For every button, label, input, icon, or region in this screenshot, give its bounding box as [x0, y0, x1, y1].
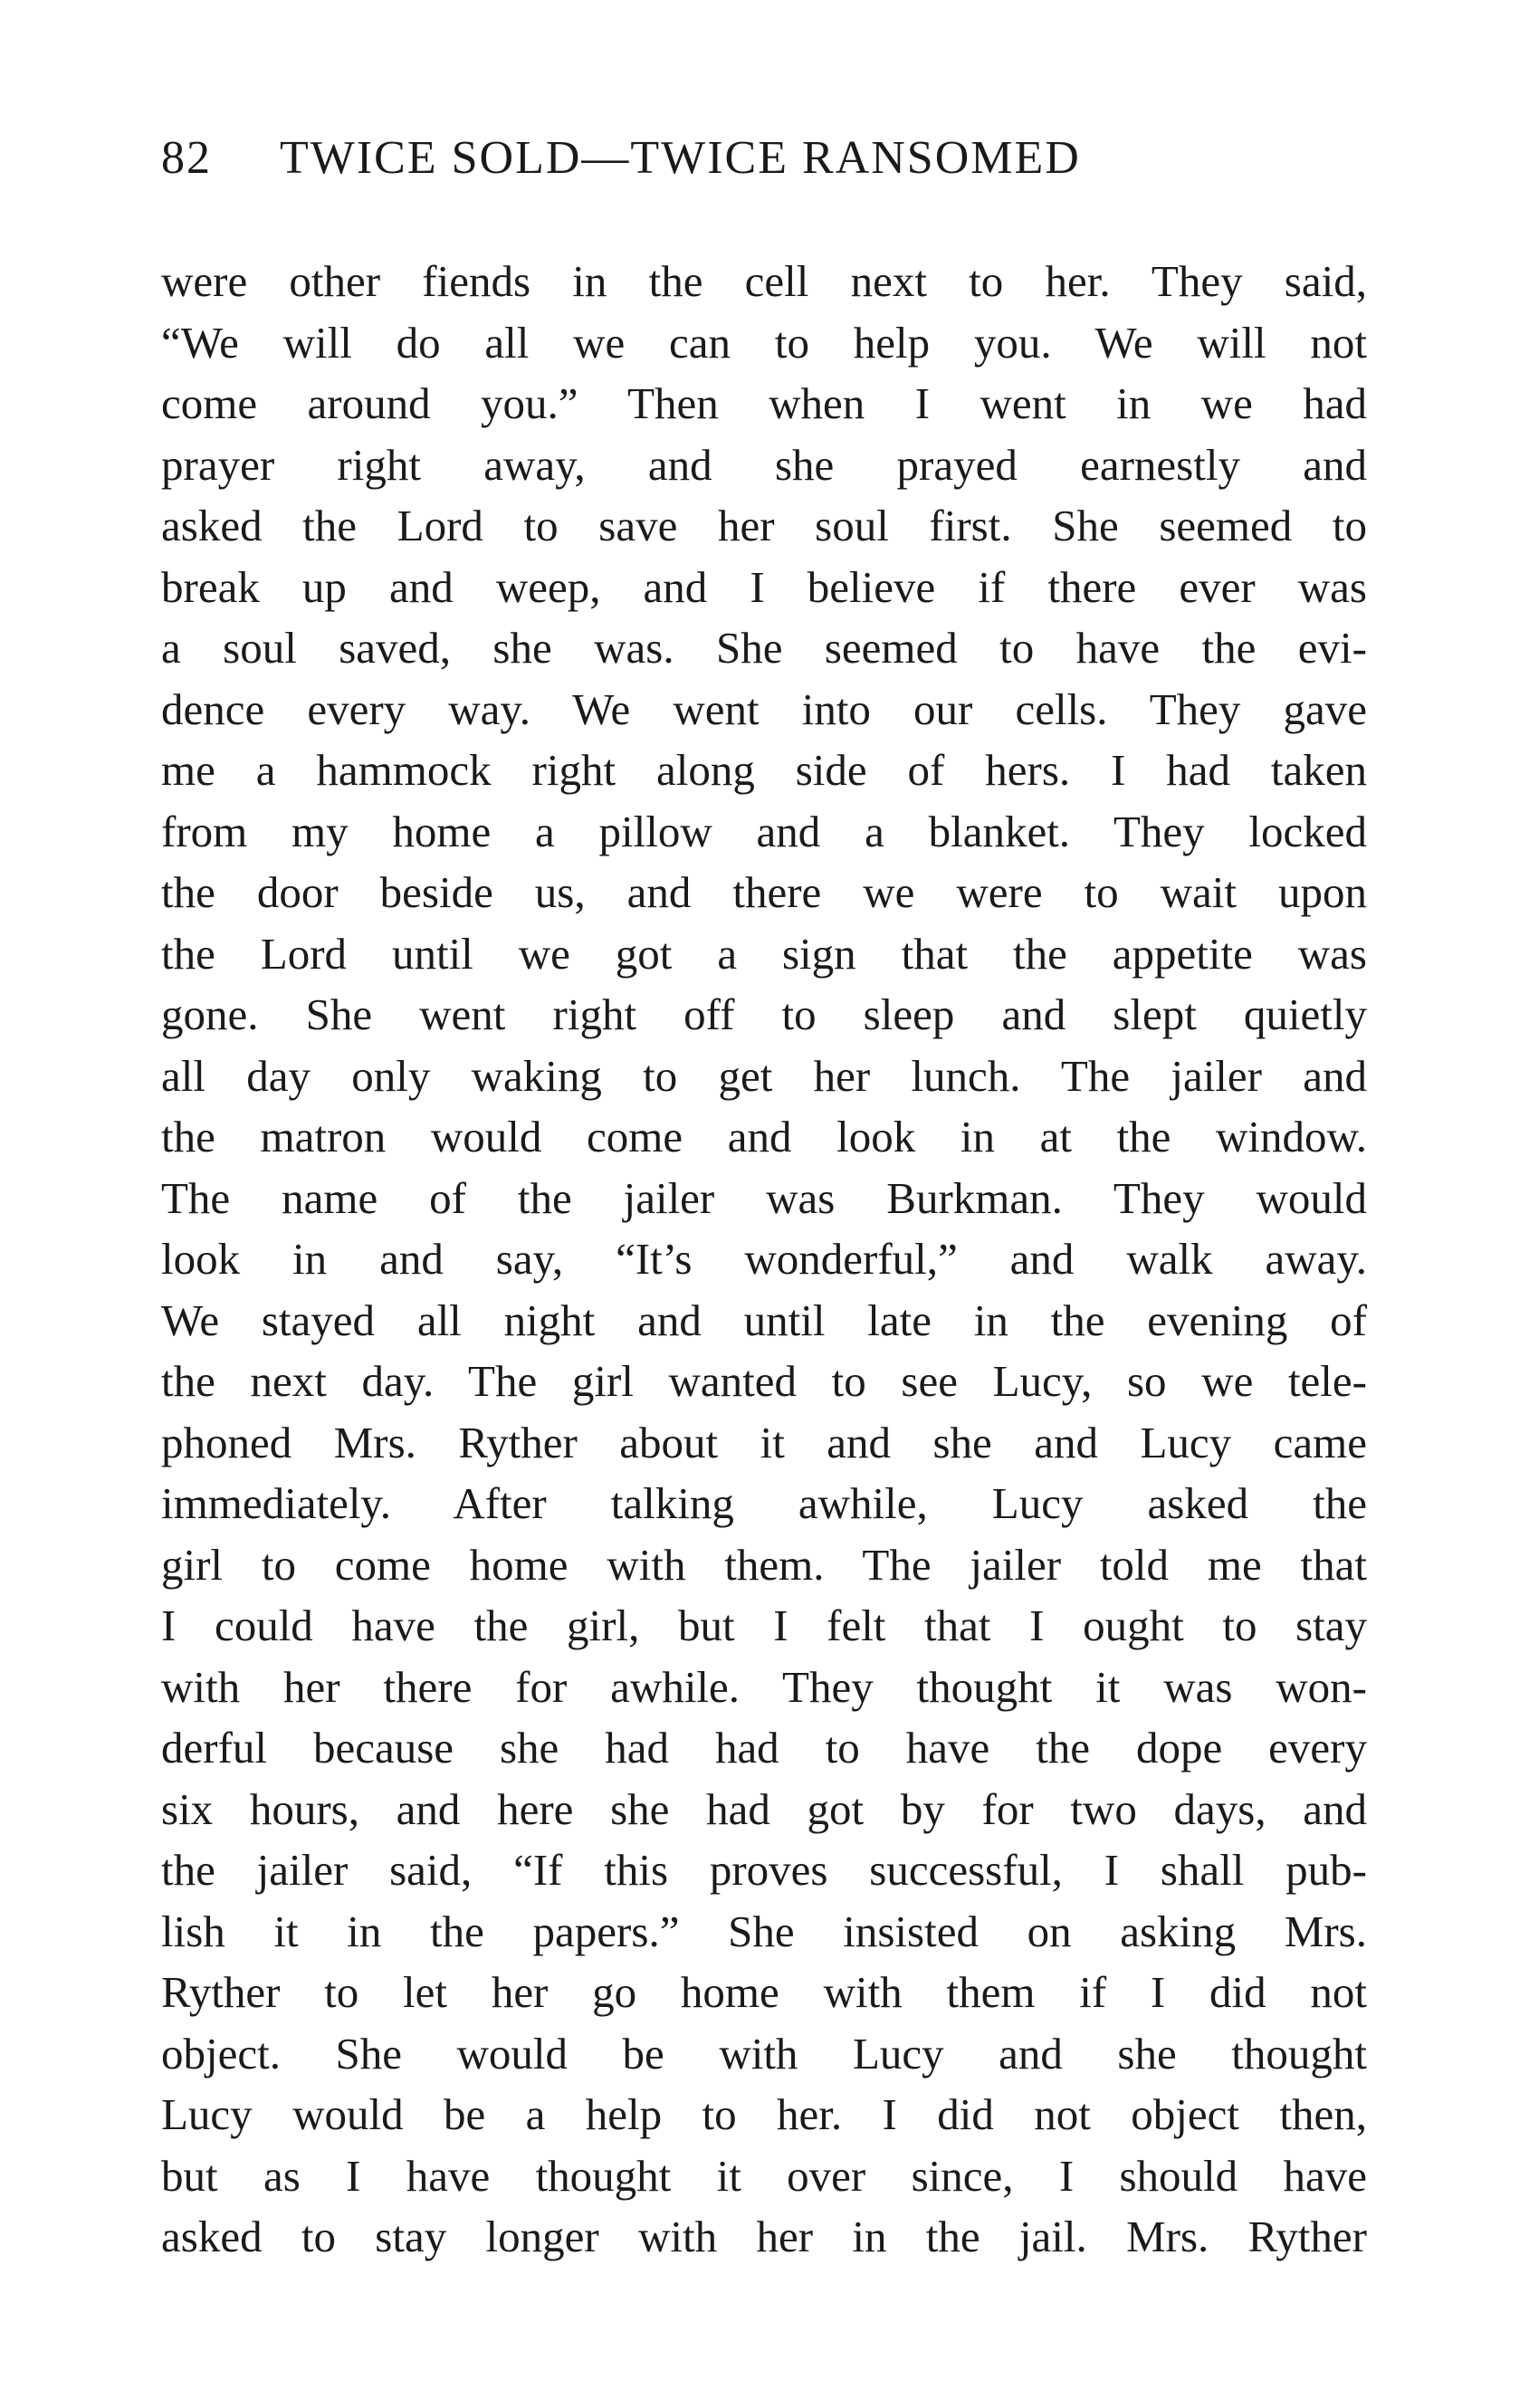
text-line: immediately. After talking awhile, Lucy asked the: [161, 1478, 1367, 1528]
text-line: the jailer said, “If this proves successful, I shall pub-: [161, 1845, 1367, 1895]
page-number: 82: [161, 132, 212, 184]
text-line: the Lord until we got a sign that the appetite was: [161, 928, 1367, 979]
text-line: break up and weep, and I believe if there ever was: [161, 561, 1367, 612]
text-line: We stayed all night and until late in the evening of: [161, 1295, 1367, 1345]
text-line: look in and say, “It’s wonderful,” and walk away.: [161, 1234, 1367, 1284]
text-line: but as I have thought it over since, I should have: [161, 2150, 1367, 2201]
text-line: asked the Lord to save her soul first. She seemed to: [161, 501, 1367, 550]
text-line: lish it in the papers.” She insisted on asking Mrs.: [161, 1906, 1367, 1956]
text-line: with her there for awhile. They thought it was won-: [161, 1661, 1367, 1712]
text-line: dence every way. We went into our cells. They gave: [161, 683, 1367, 734]
text-line: phoned Mrs. Ryther about it and she and Lucy came: [161, 1417, 1367, 1467]
text-line: come around you.” Then when I went in we had: [161, 378, 1367, 428]
text-line: the door beside us, and there we were to wait upon: [161, 867, 1367, 917]
text-line: me a hammock right along side of hers. I had taken: [161, 745, 1367, 795]
text-line: “We will do all we can to help you. We will not: [161, 317, 1367, 368]
text-line: the matron would come and look in at the window.: [161, 1112, 1367, 1161]
text-line: prayer right away, and she prayed earnestly and: [161, 439, 1367, 490]
text-line: from my home a pillow and a blanket. They locked: [161, 806, 1367, 856]
text-line: I could have the girl, but I felt that I ought to stay: [161, 1601, 1367, 1650]
text-line: girl to come home with them. The jailer told me that: [161, 1539, 1367, 1590]
text-line: six hours, and here she had got by for two days, and: [161, 1783, 1367, 1834]
text-line: were other fiends in the cell next to her. They said,: [161, 256, 1367, 306]
text-line: Lucy would be a help to her. I did not object then,: [161, 2089, 1367, 2139]
text-line: asked to stay longer with her in the jail. Mrs. Ryther: [161, 2212, 1367, 2261]
text-line: derful because she had had to have the dope every: [161, 1723, 1367, 1773]
text-line: The name of the jailer was Burkman. They would: [161, 1172, 1367, 1223]
text-line: a soul saved, she was. She seemed to have the evi-: [161, 623, 1367, 673]
running-head: [161, 127, 1374, 190]
text-line: gone. She went right off to sleep and slept quietly: [161, 989, 1367, 1039]
text-line: Ryther to let her go home with them if I did not: [161, 1967, 1367, 2017]
body-text: [161, 251, 1367, 2268]
text-line: object. She would be with Lucy and she thought: [161, 2028, 1367, 2078]
book-title: TWICE SOLD—TWICE RANSOMED: [280, 132, 1081, 184]
text-line: the next day. The girl wanted to see Lucy, so we tele-: [161, 1356, 1367, 1406]
text-line: all day only waking to get her lunch. The jailer and: [161, 1050, 1367, 1101]
